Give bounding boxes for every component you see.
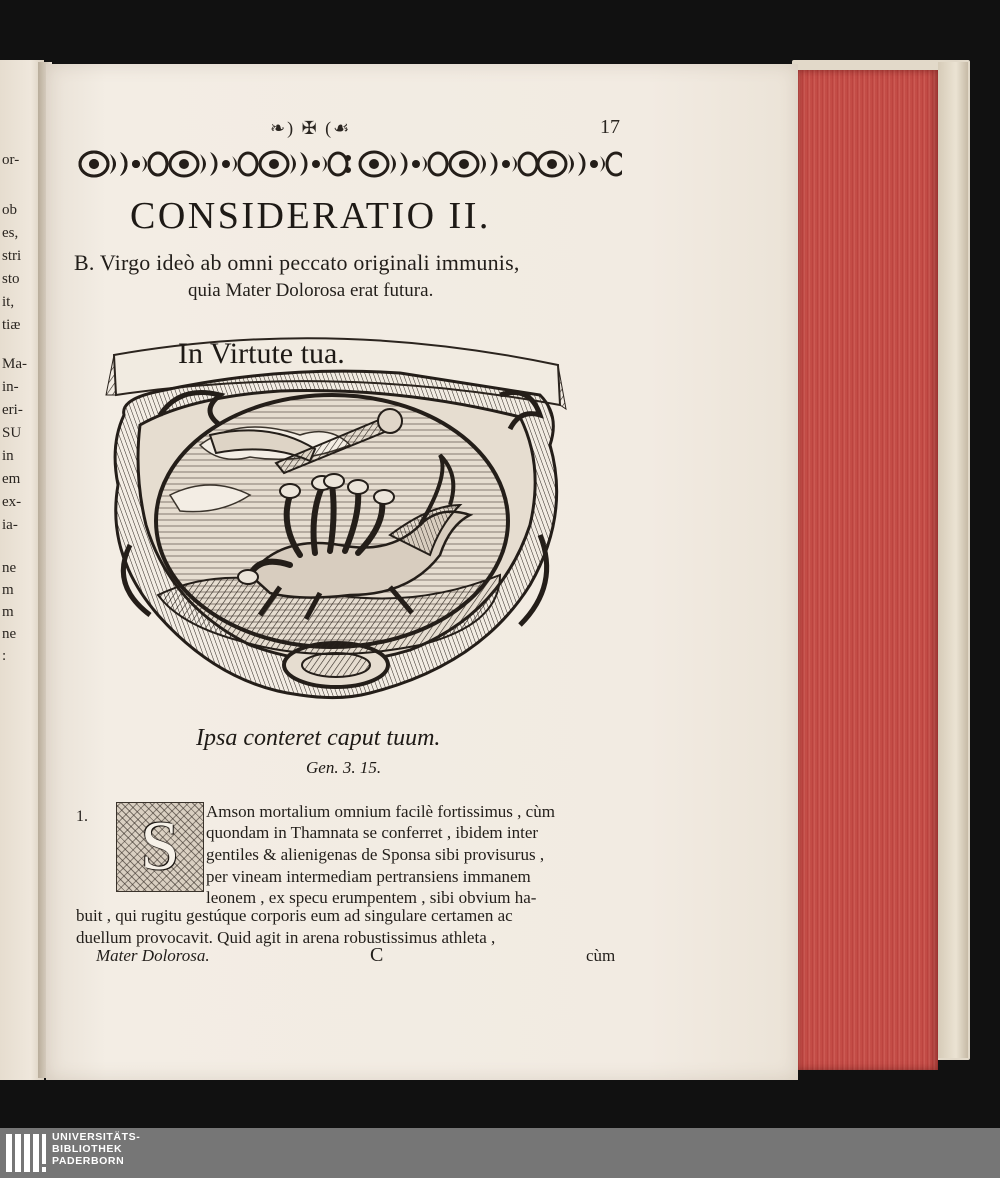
catchword: cùm [586,946,616,965]
left-page-text: ne [2,626,17,642]
emblem-banner-text: In Virtute tua. [178,337,345,370]
running-head-ornament: ❧) ✠ (☙ [270,118,352,138]
library-name-line: BIBLIOTHEK [52,1143,123,1155]
body-line: gentiles & alienigenas de Sponsa sibi provisurus , [206,845,545,864]
library-name-line: PADERBORN [52,1155,125,1167]
left-page-text: m [2,582,14,598]
footer-title: Mater Dolorosa. [96,946,210,965]
left-page-text: in- [2,379,19,395]
left-page-text: Ma- [2,356,27,372]
red-page-edges [796,70,938,1070]
left-page-text: ob [2,202,17,218]
subtitle-line-1: B. Virgo ideò ab omni peccato originali immunis, [74,250,520,275]
library-logo-icon [4,1132,48,1174]
left-page-text: em [2,471,21,487]
left-page-text: eri- [2,402,23,418]
book-board-edge [938,62,968,1058]
library-name-line: UNIVERSITÄTS- [52,1131,141,1143]
left-page-text: es, [2,225,19,241]
body-line: Amson mortalium omnium facilè fortissimus , cùm [206,802,555,821]
subtitle-line-2: quia Mater Dolorosa erat futura. [188,280,434,301]
left-page-text: : [2,648,7,664]
left-page-text: tiæ [2,317,21,333]
left-page-text: ex- [2,494,22,510]
left-page-text: or- [2,152,20,168]
signature-mark: C [370,944,384,966]
body-line: buit , qui rugitu gestúque corporis eum ad singulare certamen ac [76,906,513,925]
library-name [52,1131,140,1167]
emblem-motto: Ipsa conteret caput tuum. [196,725,441,751]
left-page-text: it, [2,294,15,310]
left-page-text: ne [2,560,17,576]
left-page-text: stri [2,248,22,264]
hydra-emblem-engraving [100,325,570,715]
left-page-text: SU [2,425,22,441]
chapter-title: CONSIDERATIO II. [130,195,491,237]
library-banner [0,1128,1000,1178]
left-page-text: in [2,448,14,464]
left-page-text: ia- [2,517,18,533]
scripture-reference: Gen. 3. 15. [306,758,382,777]
decorated-initial [116,802,204,892]
drop-cap-letter: S [140,808,180,885]
page-number: 17 [600,116,620,138]
left-page-text: m [2,604,14,620]
body-line: leonem , ex specu erumpentem , sibi obvium ha- [206,888,537,907]
paragraph-number: 1. [76,808,88,825]
body-line: quondam in Thamnata se conferret , ibidem inter [206,823,539,842]
body-line: per vineam intermediam pertransiens immanem [206,867,531,886]
body-line: duellum provocavit. Quid agit in arena robustissimus athleta , [76,928,496,947]
left-page-text: sto [2,271,20,287]
printer-ornament-band [76,146,622,182]
